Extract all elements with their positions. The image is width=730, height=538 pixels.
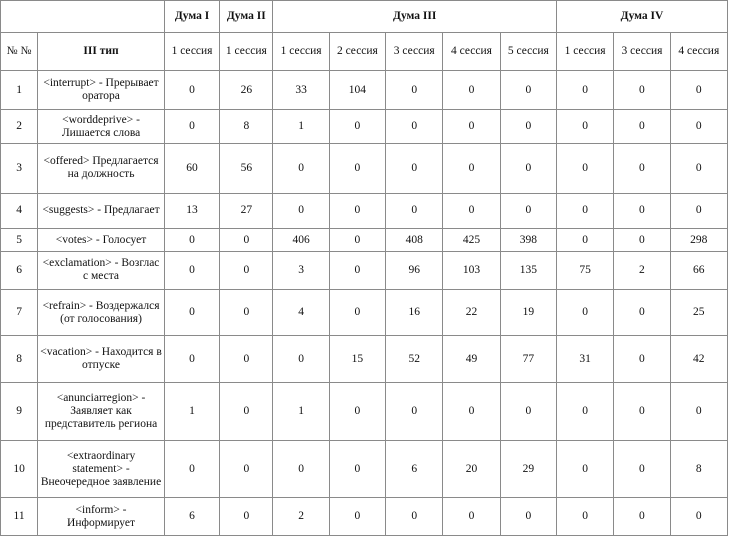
- value-cell: 49: [443, 336, 500, 383]
- row-number: 3: [1, 143, 38, 193]
- value-cell: 408: [386, 228, 443, 251]
- type-cell: <interrupt> - Прерывает оратора: [38, 70, 165, 110]
- value-cell: 104: [329, 70, 385, 110]
- value-cell: 0: [164, 336, 219, 383]
- value-cell: 0: [614, 228, 670, 251]
- value-cell: 0: [443, 382, 500, 440]
- value-cell: 298: [670, 228, 727, 251]
- value-cell: 0: [443, 143, 500, 193]
- value-cell: 6: [386, 440, 443, 498]
- value-cell: 0: [556, 440, 613, 498]
- value-cell: 0: [500, 70, 556, 110]
- type-cell: <vacation> - Находится в отпуске: [38, 336, 165, 383]
- type-cell: <exclamation> - Возглас с места: [38, 252, 165, 289]
- value-cell: 0: [386, 70, 443, 110]
- value-cell: 1: [273, 382, 329, 440]
- value-cell: 0: [386, 382, 443, 440]
- value-cell: 0: [556, 110, 613, 143]
- value-cell: 0: [273, 143, 329, 193]
- value-cell: 0: [614, 193, 670, 228]
- table-row: [1, 252, 728, 289]
- value-cell: 25: [670, 289, 727, 336]
- value-cell: 66: [670, 252, 727, 289]
- value-cell: 0: [614, 110, 670, 143]
- group-duma-2: Дума II: [220, 1, 273, 33]
- row-number: 6: [1, 252, 38, 289]
- value-cell: 0: [220, 252, 273, 289]
- value-cell: 26: [220, 70, 273, 110]
- value-cell: 0: [670, 382, 727, 440]
- value-cell: 0: [386, 143, 443, 193]
- value-cell: 0: [220, 440, 273, 498]
- value-cell: 0: [556, 143, 613, 193]
- value-cell: 0: [329, 498, 385, 536]
- row-number: 11: [1, 498, 38, 536]
- value-cell: 22: [443, 289, 500, 336]
- value-cell: 16: [386, 289, 443, 336]
- value-cell: 0: [329, 193, 385, 228]
- value-cell: 77: [500, 336, 556, 383]
- value-cell: 0: [329, 382, 385, 440]
- value-cell: 0: [670, 143, 727, 193]
- value-cell: 0: [556, 228, 613, 251]
- value-cell: 8: [220, 110, 273, 143]
- value-cell: 2: [614, 252, 670, 289]
- value-cell: 0: [500, 382, 556, 440]
- value-cell: 0: [556, 498, 613, 536]
- session-header: 4 сессия: [670, 33, 727, 70]
- value-cell: 398: [500, 228, 556, 251]
- group-duma-3: Дума III: [273, 1, 557, 33]
- type-cell: <inform> - Информирует: [38, 498, 165, 536]
- type-cell: <anunciarregion> - Заявляет как представитель региона: [38, 382, 165, 440]
- value-cell: 0: [220, 382, 273, 440]
- value-cell: 1: [164, 382, 219, 440]
- table-row: [1, 498, 728, 536]
- value-cell: 0: [329, 110, 385, 143]
- value-cell: 0: [614, 382, 670, 440]
- value-cell: 0: [164, 110, 219, 143]
- row-number: 8: [1, 336, 38, 383]
- value-cell: 0: [164, 440, 219, 498]
- group-header-row: [1, 1, 728, 33]
- session-header: 5 сессия: [500, 33, 556, 70]
- value-cell: 425: [443, 228, 500, 251]
- value-cell: 0: [329, 440, 385, 498]
- value-cell: 2: [273, 498, 329, 536]
- session-header: 1 сессия: [220, 33, 273, 70]
- value-cell: 27: [220, 193, 273, 228]
- value-cell: 0: [329, 252, 385, 289]
- value-cell: 20: [443, 440, 500, 498]
- session-header: 1 сессия: [164, 33, 219, 70]
- value-cell: 56: [220, 143, 273, 193]
- type-cell: <worddeprive> - Лишается слова: [38, 110, 165, 143]
- value-cell: 0: [220, 498, 273, 536]
- value-cell: 0: [329, 228, 385, 251]
- session-header: 4 сессия: [443, 33, 500, 70]
- value-cell: 19: [500, 289, 556, 336]
- value-cell: 0: [614, 498, 670, 536]
- value-cell: 0: [670, 110, 727, 143]
- row-number: 2: [1, 110, 38, 143]
- value-cell: 0: [443, 498, 500, 536]
- value-cell: 8: [670, 440, 727, 498]
- value-cell: 0: [164, 252, 219, 289]
- type-cell: <offered> Предлагается на должность: [38, 143, 165, 193]
- value-cell: 75: [556, 252, 613, 289]
- value-cell: 13: [164, 193, 219, 228]
- row-number: 7: [1, 289, 38, 336]
- value-cell: 0: [670, 498, 727, 536]
- row-number: 1: [1, 70, 38, 110]
- type-cell: <suggests> - Предлагает: [38, 193, 165, 228]
- session-header: 1 сессия: [273, 33, 329, 70]
- num-header: № №: [1, 33, 38, 70]
- value-cell: 0: [670, 70, 727, 110]
- session-header: 3 сессия: [614, 33, 670, 70]
- value-cell: 0: [614, 143, 670, 193]
- type-cell: <votes> - Голосует: [38, 228, 165, 251]
- value-cell: 0: [614, 289, 670, 336]
- value-cell: 0: [164, 70, 219, 110]
- table-row: [1, 228, 728, 251]
- value-cell: 42: [670, 336, 727, 383]
- value-cell: 0: [500, 143, 556, 193]
- type-header: III тип: [38, 33, 165, 70]
- value-cell: 4: [273, 289, 329, 336]
- corner-cell: [1, 1, 165, 33]
- value-cell: 0: [614, 440, 670, 498]
- table-row: [1, 382, 728, 440]
- table-row: [1, 289, 728, 336]
- value-cell: 0: [164, 228, 219, 251]
- value-cell: 0: [220, 228, 273, 251]
- session-header: 3 сессия: [386, 33, 443, 70]
- table-row: [1, 110, 728, 143]
- value-cell: 0: [556, 70, 613, 110]
- value-cell: 0: [614, 70, 670, 110]
- value-cell: 0: [443, 193, 500, 228]
- value-cell: 0: [500, 498, 556, 536]
- value-cell: 1: [273, 110, 329, 143]
- value-cell: 0: [556, 289, 613, 336]
- value-cell: 60: [164, 143, 219, 193]
- table-row: [1, 336, 728, 383]
- value-cell: 0: [670, 193, 727, 228]
- row-number: 4: [1, 193, 38, 228]
- value-cell: 0: [164, 289, 219, 336]
- value-cell: 103: [443, 252, 500, 289]
- type-cell: <extraordinary statement> - Внеочередное заявление: [38, 440, 165, 498]
- value-cell: 0: [329, 289, 385, 336]
- table-row: [1, 143, 728, 193]
- session-header: 2 сессия: [329, 33, 385, 70]
- value-cell: 96: [386, 252, 443, 289]
- group-duma-4: Дума IV: [556, 1, 727, 33]
- group-duma-1: Дума I: [164, 1, 219, 33]
- value-cell: 406: [273, 228, 329, 251]
- value-cell: 0: [443, 110, 500, 143]
- table-row: [1, 70, 728, 110]
- table-row: [1, 440, 728, 498]
- value-cell: 6: [164, 498, 219, 536]
- value-cell: 0: [273, 336, 329, 383]
- value-cell: 0: [500, 193, 556, 228]
- value-cell: 15: [329, 336, 385, 383]
- value-cell: 0: [614, 336, 670, 383]
- value-cell: 0: [273, 193, 329, 228]
- value-cell: 52: [386, 336, 443, 383]
- value-cell: 0: [386, 498, 443, 536]
- value-cell: 0: [386, 110, 443, 143]
- value-cell: 31: [556, 336, 613, 383]
- session-header: 1 сессия: [556, 33, 613, 70]
- value-cell: 135: [500, 252, 556, 289]
- value-cell: 0: [329, 143, 385, 193]
- row-number: 10: [1, 440, 38, 498]
- value-cell: 29: [500, 440, 556, 498]
- table-row: [1, 193, 728, 228]
- value-cell: 0: [220, 336, 273, 383]
- value-cell: 33: [273, 70, 329, 110]
- value-cell: 0: [220, 289, 273, 336]
- value-cell: 0: [386, 193, 443, 228]
- value-cell: 0: [273, 440, 329, 498]
- type-cell: <refrain> - Воздержался (от голосования): [38, 289, 165, 336]
- session-header-row: [1, 33, 728, 70]
- row-number: 5: [1, 228, 38, 251]
- value-cell: 0: [443, 70, 500, 110]
- value-cell: 0: [556, 382, 613, 440]
- row-number: 9: [1, 382, 38, 440]
- value-cell: 0: [500, 110, 556, 143]
- value-cell: 3: [273, 252, 329, 289]
- value-cell: 0: [556, 193, 613, 228]
